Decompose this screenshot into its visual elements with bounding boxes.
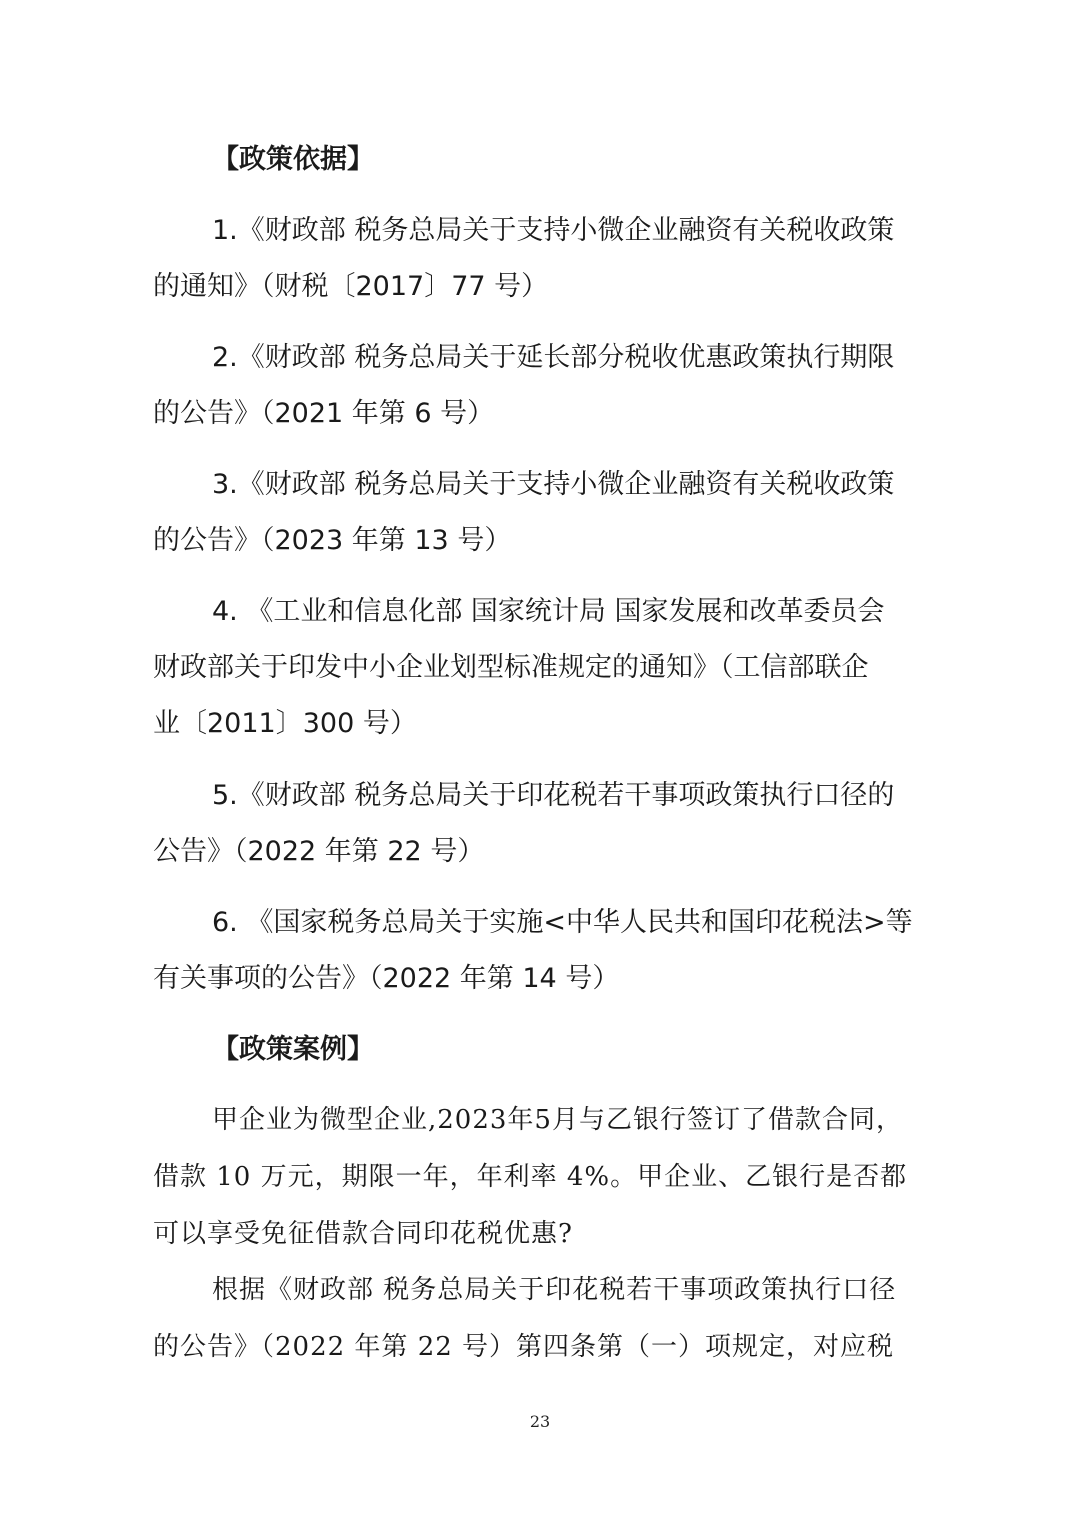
reference-item-3	[153, 457, 937, 569]
case-question-paragraph	[153, 1092, 937, 1263]
case-question-line-3: 可以享受免征借款合同印花税优惠?	[153, 1219, 573, 1249]
case-question-line-2: 借款 10 万元，期限一年，年利率 4%。甲企业、乙银行是否都	[153, 1162, 908, 1192]
reference-item-4-line-3: 业〔2011〕300 号）	[153, 708, 417, 739]
case-question-line-1: 甲企业为微型企业,2023年5月与乙银行签订了借款合同，	[212, 1105, 903, 1135]
page-number: 23	[529, 1412, 551, 1431]
reference-item-4	[153, 584, 937, 752]
reference-item-2-line-2: 的公告》（2021 年第 6 号）	[153, 398, 495, 429]
policy-basis-heading: 【政策依据】	[212, 144, 374, 175]
reference-item-1-line-1: 1.《财政部 税务总局关于支持小微企业融资有关税收政策	[212, 215, 895, 246]
reference-item-6-line-1: 6. 《国家税务总局关于实施<中华人民共和国印花税法>等	[212, 907, 913, 938]
reference-item-5-line-2: 公告》（2022 年第 22 号）	[153, 836, 485, 867]
reference-item-2-line-1: 2.《财政部 税务总局关于延长部分税收优惠政策执行期限	[212, 342, 895, 373]
reference-item-6-line-2: 有关事项的公告》（2022 年第 14 号）	[153, 963, 620, 994]
policy-case-heading: 【政策案例】	[212, 1034, 374, 1065]
reference-item-4-line-1: 4. 《工业和信息化部 国家统计局 国家发展和改革委员会	[212, 596, 885, 627]
reference-item-2	[153, 330, 937, 442]
case-answer-line-1: 根据《财政部 税务总局关于印花税若干事项政策执行口径	[212, 1275, 897, 1305]
reference-item-6	[153, 895, 937, 1007]
reference-item-3-line-2: 的公告》（2023 年第 13 号）	[153, 525, 512, 556]
reference-item-4-line-2: 财政部关于印发中小企业划型标准规定的通知》（工信部联企	[153, 652, 869, 683]
reference-item-1-line-2: 的通知》（财税〔2017〕77 号）	[153, 271, 549, 302]
reference-item-5	[153, 768, 937, 880]
reference-item-3-line-1: 3.《财政部 税务总局关于支持小微企业融资有关税收政策	[212, 469, 895, 500]
case-answer-paragraph	[153, 1262, 937, 1376]
case-answer-line-2: 的公告》（2022 年第 22 号）第四条第（一）项规定，对应税	[153, 1332, 895, 1362]
reference-item-1	[153, 203, 937, 315]
reference-item-5-line-1: 5.《财政部 税务总局关于印花税若干事项政策执行口径的	[212, 780, 895, 811]
